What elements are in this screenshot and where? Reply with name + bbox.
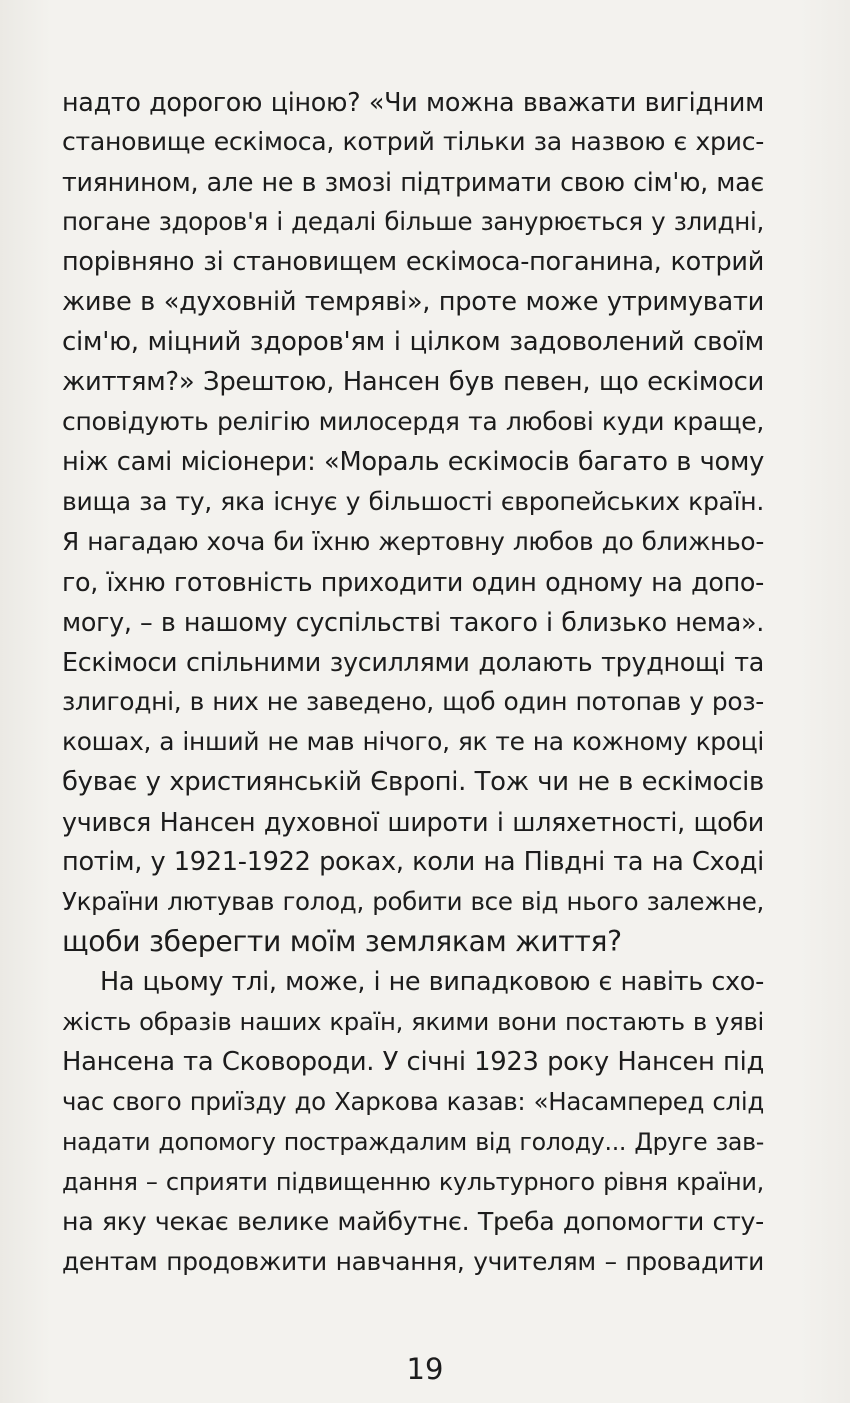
text-line: сповідують релігію милосердя та любові куди краще, <box>62 407 764 436</box>
text-line: злигодні, в них не заведено, щоб один потопав у роз- <box>62 687 764 716</box>
text-line: Ескімоси спільними зусиллями долають труднощі та <box>62 647 764 677</box>
text-line: могу, – в нашому суспільстві такого і близько нема». <box>62 607 764 637</box>
text-line: України лютував голод, робити все від нього залежне, <box>62 887 764 916</box>
text-line: час свого приїзду до Харкова казав: «Насамперед слід <box>62 1087 764 1116</box>
text-line: дання – сприяти підвищенню культурного рівня країни, <box>62 1168 764 1196</box>
text-line: порівняно зі становищем ескімоса-поганина, котрий <box>62 247 764 277</box>
text-line: учився Нансен духовної широти і шляхетності, щоби <box>62 807 764 837</box>
text-line: дентам продовжити навчання, учителям – провадити <box>62 1247 764 1276</box>
body-text <box>62 82 764 1282</box>
text-line: Нансена та Сковороди. У січні 1923 року Нансен під <box>62 1047 764 1077</box>
text-line: потім, у 1921-1922 роках, коли на Півдні та на Сході <box>62 847 764 877</box>
text-line: надто дорогою ціною? «Чи можна вважати вигідним <box>62 87 764 117</box>
text-line: життям?» Зрештою, Нансен був певен, що ескімоси <box>62 367 764 397</box>
text-line: надати допомогу постраждалим від голоду... Друге зав- <box>62 1128 764 1156</box>
text-line: живе в «духовній темряві», проте може утримувати <box>62 287 764 317</box>
text-line: вища за ту, яка існує у більшості європейських країн. <box>62 487 764 516</box>
text-line: сім'ю, міцний здоров'ям і цілком задоволений своїм <box>62 327 764 357</box>
text-line: погане здоров'я і дедалі більше занурюється у злидні, <box>62 207 764 236</box>
text-line: на яку чекає велике майбутнє. Треба допомогти сту- <box>62 1207 764 1236</box>
text-line: Я нагадаю хоча би їхню жертовну любов до ближньо- <box>62 527 764 556</box>
text-line: становище ескімоса, котрий тільки за назвою є хрис- <box>62 127 764 156</box>
text-line: буває у християнській Європі. Тож чи не в ескімосів <box>62 767 764 797</box>
text-line: На цьому тлі, може, і не випадковою є навіть схо- <box>100 967 764 997</box>
text-line: го, їхню готовність приходити один одному на допо- <box>62 567 764 597</box>
text-line: кошах, а інший не мав нічого, як те на кожному кроці <box>62 727 764 756</box>
text-line: щоби зберегти моїм землякам життя? <box>62 925 622 958</box>
text-line: жість образів наших країн, якими вони постають в уяві <box>62 1007 764 1036</box>
text-line: ніж самі місіонери: «Мораль ескімосів багато в чому <box>62 447 764 477</box>
page-number: 19 <box>406 1352 444 1386</box>
text-line: тиянином, але не в змозі підтримати свою сім'ю, має <box>62 167 764 197</box>
